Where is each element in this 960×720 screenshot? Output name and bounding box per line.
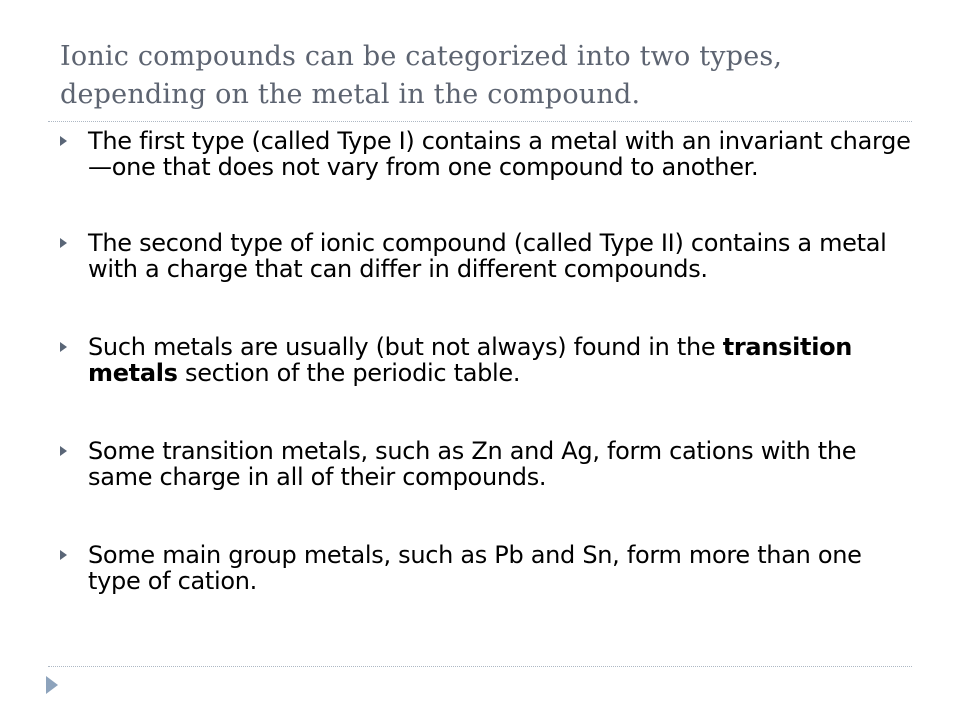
bullet-list — [60, 128, 920, 646]
triangle-bullet-icon — [60, 238, 67, 248]
triangle-bullet-icon — [60, 342, 67, 352]
bullet-text-before: Such metals are usually (but not always) found in the — [88, 333, 723, 361]
bullet-text: The second type of ionic compound (called Type II) contains a metal with a charge that can differ in different compounds. — [88, 229, 887, 283]
triangle-arrow-icon — [46, 676, 58, 694]
triangle-bullet-icon — [60, 136, 67, 146]
bullet-text: Some main group metals, such as Pb and Sn, form more than one type of cation. — [88, 541, 862, 595]
bullet-item — [60, 438, 920, 490]
slide-title: Ionic compounds can be categorized into two types, depending on the metal in the compound. — [60, 41, 783, 110]
triangle-bullet-icon — [60, 550, 67, 560]
triangle-bullet-icon — [60, 446, 67, 456]
bullet-item — [60, 334, 920, 386]
bullet-text-bold: transition metals — [88, 333, 853, 387]
bullet-item — [60, 542, 920, 594]
top-divider — [48, 121, 912, 122]
bullet-text: Some transition metals, such as Zn and Ag, form cations with the same charge in all of their compounds. — [88, 437, 857, 491]
bullet-item — [60, 230, 920, 282]
bullet-item — [60, 128, 920, 180]
bullet-text-after: section of the periodic table. — [177, 359, 521, 387]
bullet-text: The first type (called Type I) contains a metal with an invariant charge—one that does not vary from one compound to another. — [88, 127, 911, 181]
bottom-divider — [48, 666, 912, 667]
